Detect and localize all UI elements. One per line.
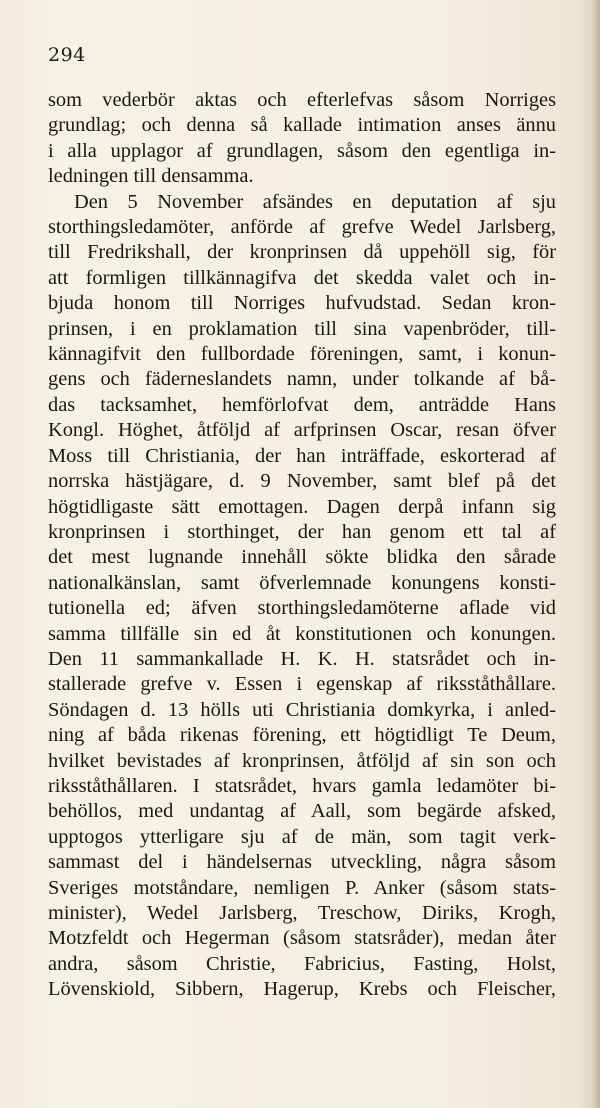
paragraph-start-line: Den 5 November afsändes en deputation af sju [74, 190, 556, 213]
text-line: ledningen till densamma. [48, 165, 254, 188]
text-line: riksståthållaren. I statsrådet, hvars gamla ledamöter bi- [48, 774, 556, 797]
text-line: minister), Wedel Jarlsberg, Treschow, Diriks, Krogh, [48, 902, 556, 924]
text-line: prinsen, i en proklamation till sina vapenbröder, till- [48, 317, 556, 340]
text-line: Motzfeldt och Hegerman (såsom statsråder), medan åter [48, 927, 556, 950]
text-line: Söndagen d. 13 hölls uti Christiania domkyrka, i anled- [48, 698, 556, 721]
text-line: samma tillfälle sin ed åt konstitutionen och konungen. [48, 622, 556, 645]
text-line: behöllos, med undantag af Aall, som begärde afsked, [48, 800, 556, 823]
text-line: kronprinsen i storthinget, der han genom ett tal af [48, 520, 556, 543]
text-line: tutionella ed; äfven storthingsledamöterne aflade vid [48, 597, 556, 620]
text-line: norrska hästjägare, d. 9 November, samt blef på det [48, 470, 556, 493]
text-line: kännagifvit den fullbordade föreningen, samt, i konun- [48, 343, 556, 366]
text-line: Lövenskiold, Sibbern, Hagerup, Krebs och Fleischer, [48, 978, 556, 1001]
text-line: storthingsledamöter, anförde af grefve Wedel Jarlsberg, [48, 216, 556, 239]
text-line: Den 11 sammankallade H. K. H. statsrådet och in- [48, 647, 556, 670]
text-line: gens och fäderneslandets namn, under tolkande af bå- [48, 368, 556, 391]
text-line: till Fredrikshall, der kronprinsen då uppehöll sig, för [48, 241, 556, 264]
text-line: Sveriges motståndare, nemligen P. Anker (såsom stats- [48, 876, 556, 899]
text-line: nationalkänslan, samt öfverlemnade konungens konsti- [48, 571, 556, 594]
text-line: det mest lugnande innehåll sökte blidka den sårade [48, 546, 556, 569]
text-line: das tacksamhet, hemförlofvat dem, anträdde Hans [48, 393, 556, 416]
text-line: bjuda honom till Norriges hufvudstad. Sedan kron- [48, 292, 556, 315]
text-line: högtidligaste sätt emottagen. Dagen derpå infann sig [48, 495, 556, 518]
text-line: Kongl. Höghet, åtföljd af arfprinsen Oscar, resan öfver [48, 419, 556, 442]
body-text [48, 88, 556, 1003]
text-line: som vederbör aktas och efterlefvas såsom Norriges [48, 89, 556, 111]
page-number: 294 [48, 44, 86, 66]
text-line: att formligen tillkännagifva det skedda valet och in- [48, 266, 556, 289]
text-line: stallerade grefve v. Essen i egenskap af riksståthållare. [48, 673, 556, 696]
text-line: sammast del i händelsernas utveckling, några såsom [48, 851, 556, 874]
text-line: grundlag; och denna så kallade intimation anses ännu [48, 114, 556, 137]
text-line: Moss till Christiania, der han inträffade, eskorterad af [48, 444, 556, 467]
text-line: ning af båda rikenas förening, ett högtidligt Te Deum, [48, 724, 556, 747]
text-line: andra, såsom Christie, Fabricius, Fasting, Holst, [48, 952, 556, 975]
text-line: i alla upplagor af grundlagen, såsom den egentliga in- [48, 139, 556, 162]
text-line: hvilket bevistades af kronprinsen, åtföljd af sin son och [48, 749, 556, 772]
text-line: upptogos ytterligare sju af de män, som tagit verk- [48, 825, 556, 848]
page-edge-shadow [592, 0, 600, 1108]
